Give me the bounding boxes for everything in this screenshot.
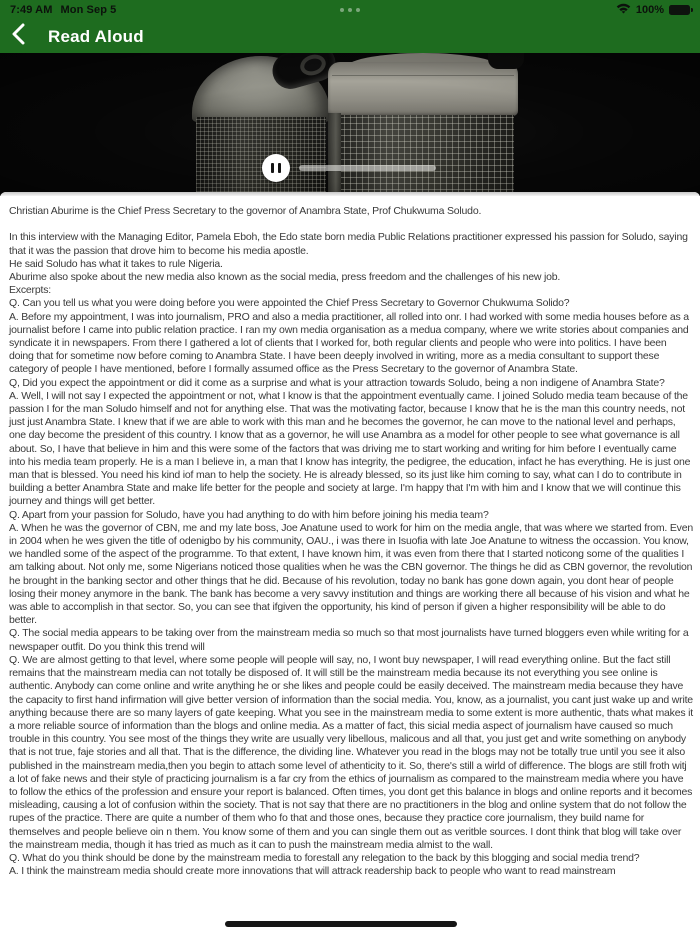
status-right: [450, 1, 690, 19]
playback-progress-bar[interactable]: [299, 165, 436, 171]
microphone-left: [192, 56, 330, 122]
microphone-right: [328, 53, 518, 196]
article-body: [9, 205, 693, 878]
article-hero-image: [0, 53, 700, 196]
article-paragraph: Aburime also spoke about the new media also known as the social media, press freedom and the challenges of his new job.: [9, 271, 561, 283]
article-paragraph: Q. Can you tell us what you were doing before you were appointed the Chief Press Secretary to Governor Chukwuma Solido?: [9, 297, 570, 310]
status-bar: [0, 0, 700, 20]
article-paragraph-blank: [9, 218, 693, 231]
pause-icon: [278, 163, 282, 173]
home-indicator-bar[interactable]: [225, 921, 457, 927]
article-paragraph: Excerpts:: [9, 284, 51, 297]
microphone-rail: [504, 113, 518, 196]
article-paragraph: A. I think the mainstream media should create more innovations that will attrack readership back to people who want to read mainstream: [9, 865, 616, 878]
microphone-cap: [344, 53, 502, 69]
nav-bar: [0, 20, 700, 53]
status-left: [10, 4, 250, 16]
article-paragraph: He said Soludo has what it takes to rule Nigeria.: [9, 257, 223, 270]
article-paragraph: Q. Apart from your passion for Soludo, have you had anything to do with him before joining his media team?: [9, 508, 489, 521]
page-title: Read Aloud: [48, 26, 144, 46]
battery-percent: 100%: [635, 4, 664, 16]
clock-date: Mon Sep 5: [60, 4, 117, 16]
clock-time: 7:49 AM: [10, 4, 53, 16]
article-paragraph: Christian Aburime is the Chief Press Secretary to the governor of Anambra State, Prof Chukwuma Soludo.: [9, 205, 482, 217]
microphone-clip: [268, 53, 339, 93]
article-paragraph: Q. The social media appears to be taking over from the mainstream media so much so that most journalists have turned bloggers even while writing for a newspaper outfit. Do you think this trend will: [9, 627, 689, 653]
microphone-clip-ring: [298, 53, 329, 79]
article-paragraph: Q. What do you think should be done by the mainstream media to forestall any relegation to the back by this blogging and social media trend?: [9, 851, 640, 864]
article-paragraph: Q. We are almost getting to that level, where some people will people will say, no, I wont buy newspaper, I will read everything online. But the fact still remains that the mainstream media can not totally be disposed of. It will still be the mainstream media because its not everything you see online is authentic. Anybody can come online and write anything he or she likes and people could be easily deceived. The mainstream media because they have the capacity to first hand infirmation will give better version of information than the social media. You, know, as a journalist, you cant just wake up and write anything because there are so many layers of gate keeping. What you see in the mainstream media to some extent is more authentic, thats what makes it a more reliable source of information than the blogs and online media. As a matter of fact, this sicial media aspect of journalism have caused so much trouble in this country. You see most of the things they write are usually very libellous, malicous and all that, you just get and write something on anybody that is not true, faje stories and all that. That is the difference, the dividing line. Whatever you read in the blogs may not be totally true until you see it also published in the mainstream media,then you begin to attach some level of athenticity to it. So, there's still a wirld of difference. The blogs are still froth witj a lot of fake news and their style of practicing journalism is a far cry from the ethics of journalism as compared to the mainstream media where you have to follow the ethics of the profession and ensure your report is balanced. Often times, you dont get this balance in blogs and online reports and it becomes misleading, causing a lot of confusion within the society. That is not say that there are no practitioners in the blog and online system that do not follow the rupes of the practice. There are quite a number of them who fo that and those ones, because they practice core journalism, they build name for themselves and people believe oin n them. You know some of them and you can single them out as veritble sources. I dont think that blog will take over the mainstream media, though it has tried as much as it can to push the mainstream media almist to the wall.: [9, 653, 693, 851]
dot-icon: [340, 8, 344, 12]
app-header: [0, 0, 700, 53]
article-paragraph: A. Before my appointment, I was into journalism, PRO and also a media practitioner, all rolled into onr. I had worked with some media houses before as a journalist before I came into public relation practice. I ran my own media organisation as a medua company, where we write stories about companies and syndicate it in newspapers. From there I gathered a lot of clients that I worked for, both regular clients and people who were into politics. I have been doing that for sometime now before coming to Anambra State. I have been deeply involved in writing, more as a media consultant to support these category of people I have mentioned, before I formally assumed office as the Press Secretary to the governor of Anambra State.: [9, 310, 689, 376]
back-button[interactable]: [0, 20, 40, 53]
pause-button[interactable]: [262, 154, 290, 182]
article-paragraph: In this interview with the Managing Editor, Pamela Eboh, the Edo state born media Public Relations practitioner expressed his passion for Soludo, saying that it was the passion that drove him to become his media apostle.: [9, 231, 688, 257]
microphone-collar: [328, 62, 518, 116]
dot-icon: [356, 8, 360, 12]
microphone-rail: [328, 113, 341, 196]
article-scroll-area[interactable]: [0, 192, 700, 934]
dot-icon: [348, 8, 352, 12]
wifi-icon: [616, 1, 631, 19]
chevron-left-icon: [12, 23, 25, 50]
article-paragraph: A. Well, I will not say I expected the appointment or not, what I know is that the appointment eventually came. I joined Soludo media team because of the passion I for the man Soludo himself and not for anything else. That was the motivating factor, because I know that he is the man this country needs, not just just Anambra State. I knew that if we are able to work with this man and he becomes the governor, he can move to the national level and perhaps, one day become the president of this country. I know that as a governor, he will use Anambra as a model for other people to see what governance is all about. So, I have that believe in him and this were some of the factors that was driving me to start working and writing for him before I eventually came into his media team properly. He is a man I believe in, a man that I know has integrity, the pedigree, the education, infact he has everything. He is just one man that is blessed. You need his kind iof man to help the society. He is already blessed, so its just like him coming to say, what can I do to contribute in building a better Anambra State and make life better for the people and society at large. I'm happy that I'm with him and I know that we will continue this journey and things will get better.: [9, 389, 691, 508]
microphone-right-grille: [332, 115, 514, 196]
microphone-left-grille: [196, 117, 326, 196]
battery-full-icon: [669, 5, 690, 15]
pause-icon: [271, 163, 275, 173]
microphone-mount: [488, 53, 524, 69]
article-paragraph: Q, Did you expect the appointment or did it come as a surprise and what is your attraction towards Soludo, being a non indigene of Anambra State?: [9, 376, 665, 389]
ellipsis-dots-icon: [250, 8, 450, 12]
article-paragraph: A. When he was the governor of CBN, me and my late boss, Joe Anatune used to work for him on the media angle, that was where we started from. Even in 2004 when he wes given the title of odenigbo by his community, OAU., i was there in Isuofia with late Joe Anatune to witness the occassion. You know, we handled some of the aspect of the programme. To that extent, I have known him, it was even from there that I started noticong some of the qualities I am talking about. Not only me, some Nigerians noticed those qualities when he was the CBN governor. The things he did as CBN governor, the revolution he brought in the banking sector and other things that he did. Because of his revolution, today no bank has gone down again, you dont hear of people losing their money anymore in the bank. The bank has become a very savvy institution and things are working there all because of his vision and what he was able to accomplish in that sector. So, you can see that ifgiven the opportunity, his kind of person if given a higher responsibility will be able to do better.: [9, 521, 694, 627]
